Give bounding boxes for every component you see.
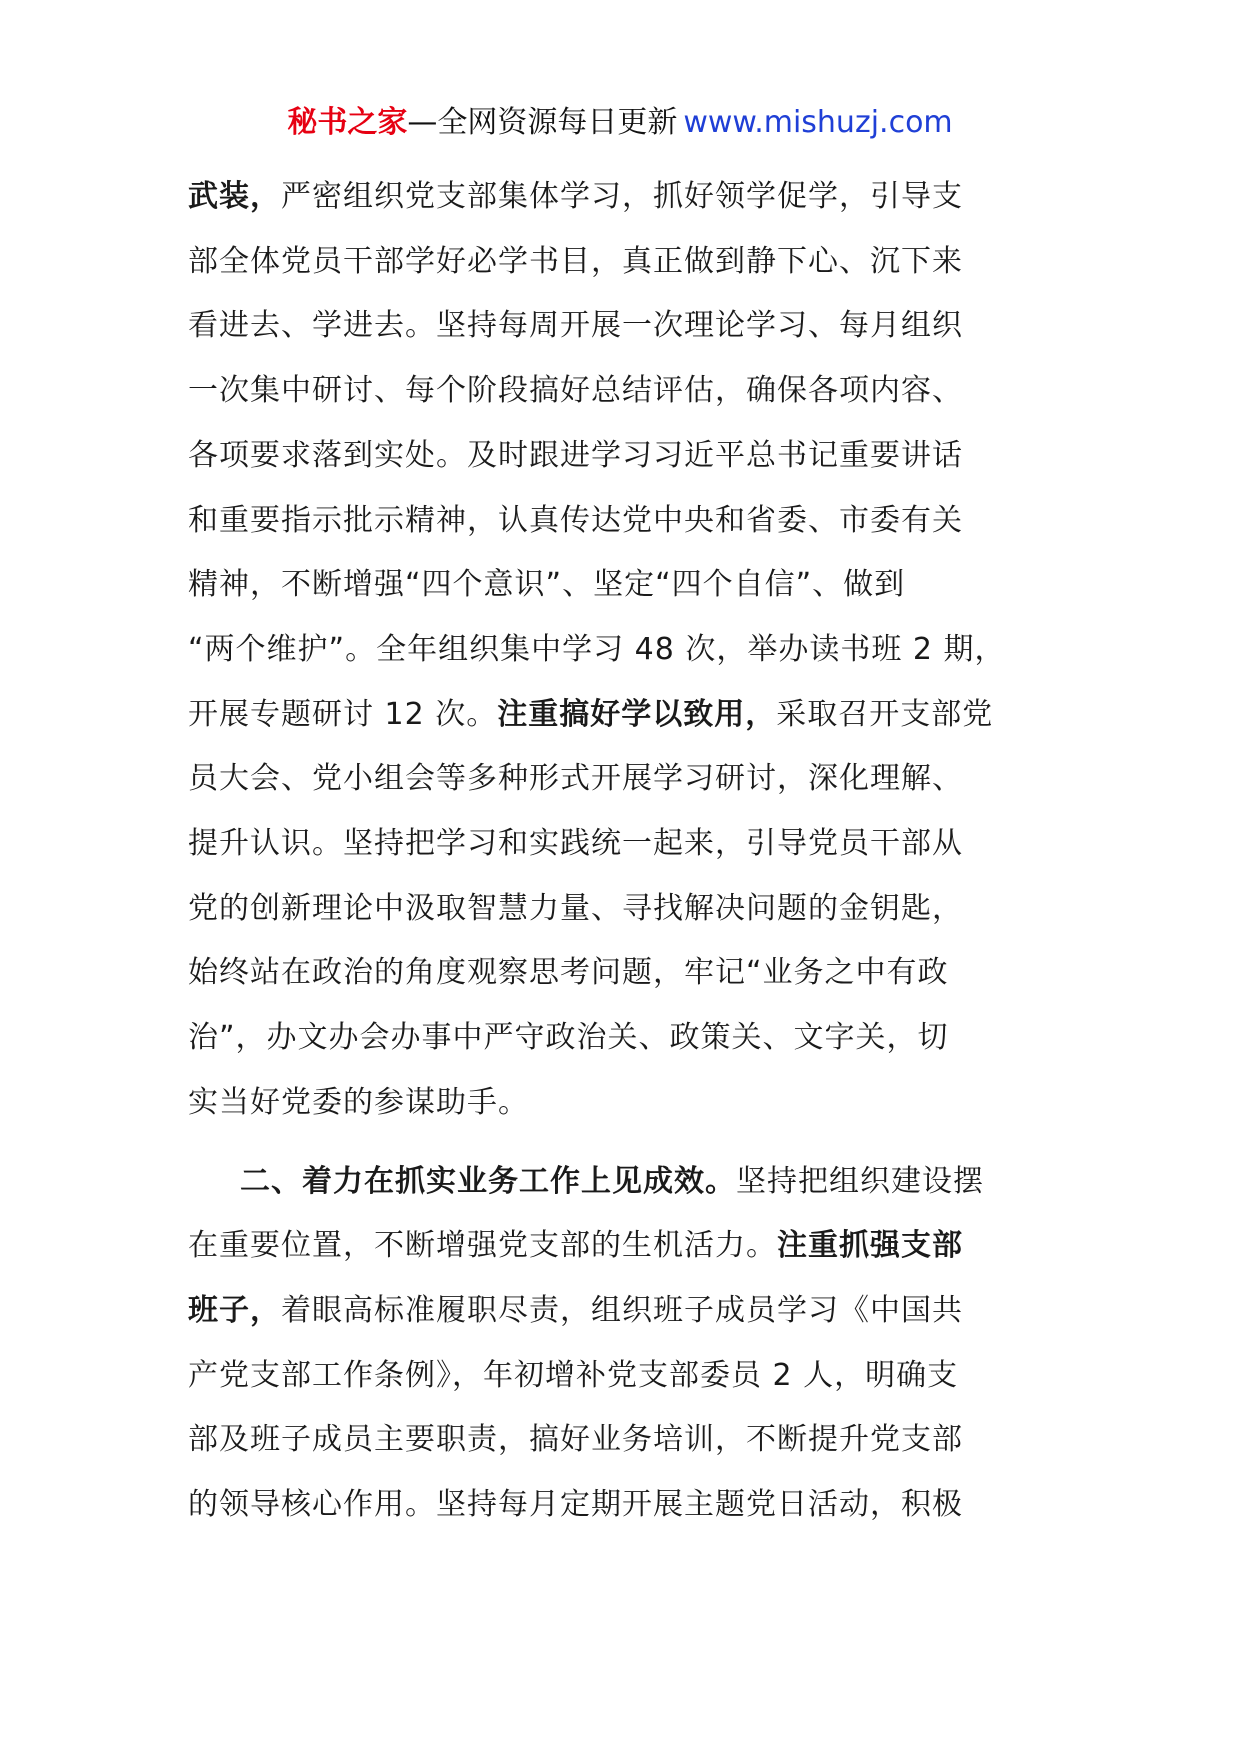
text-run: 员大会、党小组会等多种形式开展学习研讨，深化理解、 bbox=[188, 761, 963, 797]
brand-name: 秘书之家 bbox=[287, 105, 408, 140]
text-line bbox=[188, 618, 1048, 683]
text-run: 的领导核心作用。坚持每月定期开展主题党日活动，积极 bbox=[188, 1487, 963, 1523]
text-line bbox=[188, 1006, 1048, 1071]
watermark-header bbox=[0, 100, 1240, 146]
text-run: 实当好党委的参谋助手。 bbox=[188, 1084, 529, 1120]
text-run: 各项要求落到实处。及时跟进学习习近平总书记重要讲话 bbox=[188, 437, 963, 473]
text-line bbox=[188, 812, 1048, 877]
header-tagline: —全网资源每日更新 bbox=[407, 105, 678, 140]
text-run: 提升认识。坚持把学习和实践统一起来，引导党员干部从 bbox=[188, 826, 963, 862]
text-line bbox=[188, 294, 1048, 359]
text-line bbox=[188, 877, 1048, 942]
bold-text-run: 班子， bbox=[188, 1292, 281, 1328]
text-run: 坚持把组织建设摆 bbox=[736, 1163, 984, 1199]
text-run: 看进去、学进去。坚持每周开展一次理论学习、每月组织 bbox=[188, 308, 963, 344]
text-line bbox=[188, 1150, 1048, 1215]
text-line bbox=[188, 165, 1048, 230]
text-line bbox=[188, 683, 1048, 748]
text-run: 始终站在政治的角度观察思考问题，牢记“业务之中有政 bbox=[188, 955, 949, 991]
text-run: 开展专题研讨 12 次。 bbox=[188, 696, 498, 732]
bold-text-run: 注重搞好学以致用， bbox=[497, 696, 777, 732]
bold-text-run: 武装， bbox=[188, 179, 281, 214]
text-run: 严密组织党支部集体学习，抓好领学促学，引导支 bbox=[281, 179, 963, 214]
text-line bbox=[188, 747, 1048, 812]
text-line bbox=[188, 1279, 1048, 1344]
text-run: 在重要位置，不断增强党支部的生机活力。 bbox=[188, 1228, 777, 1264]
text-run: 采取召开支部党 bbox=[776, 696, 994, 732]
text-run: 党的创新理论中汲取智慧力量、寻找解决问题的金钥匙， bbox=[188, 890, 963, 926]
text-line bbox=[188, 941, 1048, 1006]
text-run: 部全体党员干部学好必学书目，真正做到静下心、沉下来 bbox=[188, 243, 963, 279]
text-run: 部及班子成员主要职责，搞好业务培训，不断提升党支部 bbox=[188, 1422, 963, 1458]
text-line bbox=[188, 424, 1048, 489]
text-run: 和重要指示批示精神，认真传达党中央和省委、市委有关 bbox=[188, 502, 963, 538]
bold-text-run: 二、着力在抓实业务工作上见成效。 bbox=[240, 1163, 736, 1199]
text-run: 一次集中研讨、每个阶段搞好总结评估，确保各项内容、 bbox=[188, 373, 963, 409]
paragraph-gap bbox=[188, 1136, 1048, 1150]
text-line bbox=[188, 1473, 1048, 1538]
document-body bbox=[188, 165, 1048, 1538]
text-run: 产党支部工作条例》，年初增补党支部委员 2 人，明确支 bbox=[188, 1357, 959, 1393]
text-line bbox=[188, 553, 1048, 618]
text-line bbox=[188, 1344, 1048, 1409]
text-line bbox=[188, 1214, 1048, 1279]
text-line bbox=[188, 1071, 1048, 1136]
text-line bbox=[188, 1408, 1048, 1473]
bold-text-run: 注重抓强支部 bbox=[777, 1228, 963, 1264]
text-line bbox=[188, 230, 1048, 295]
text-run: “两个维护”。全年组织集中学习 48 次，举办读书班 2 期， bbox=[188, 631, 1006, 667]
text-line bbox=[188, 489, 1048, 554]
text-run: 治”，办文办会办事中严守政治关、政策关、文字关，切 bbox=[188, 1020, 949, 1056]
text-run: 着眼高标准履职尽责，组织班子成员学习《中国共 bbox=[281, 1292, 963, 1328]
site-url-link[interactable]: www.mishuzj.com bbox=[683, 105, 953, 140]
text-line bbox=[188, 359, 1048, 424]
text-run: 精神，不断增强“四个意识”、坚定“四个自信”、做到 bbox=[188, 567, 906, 603]
